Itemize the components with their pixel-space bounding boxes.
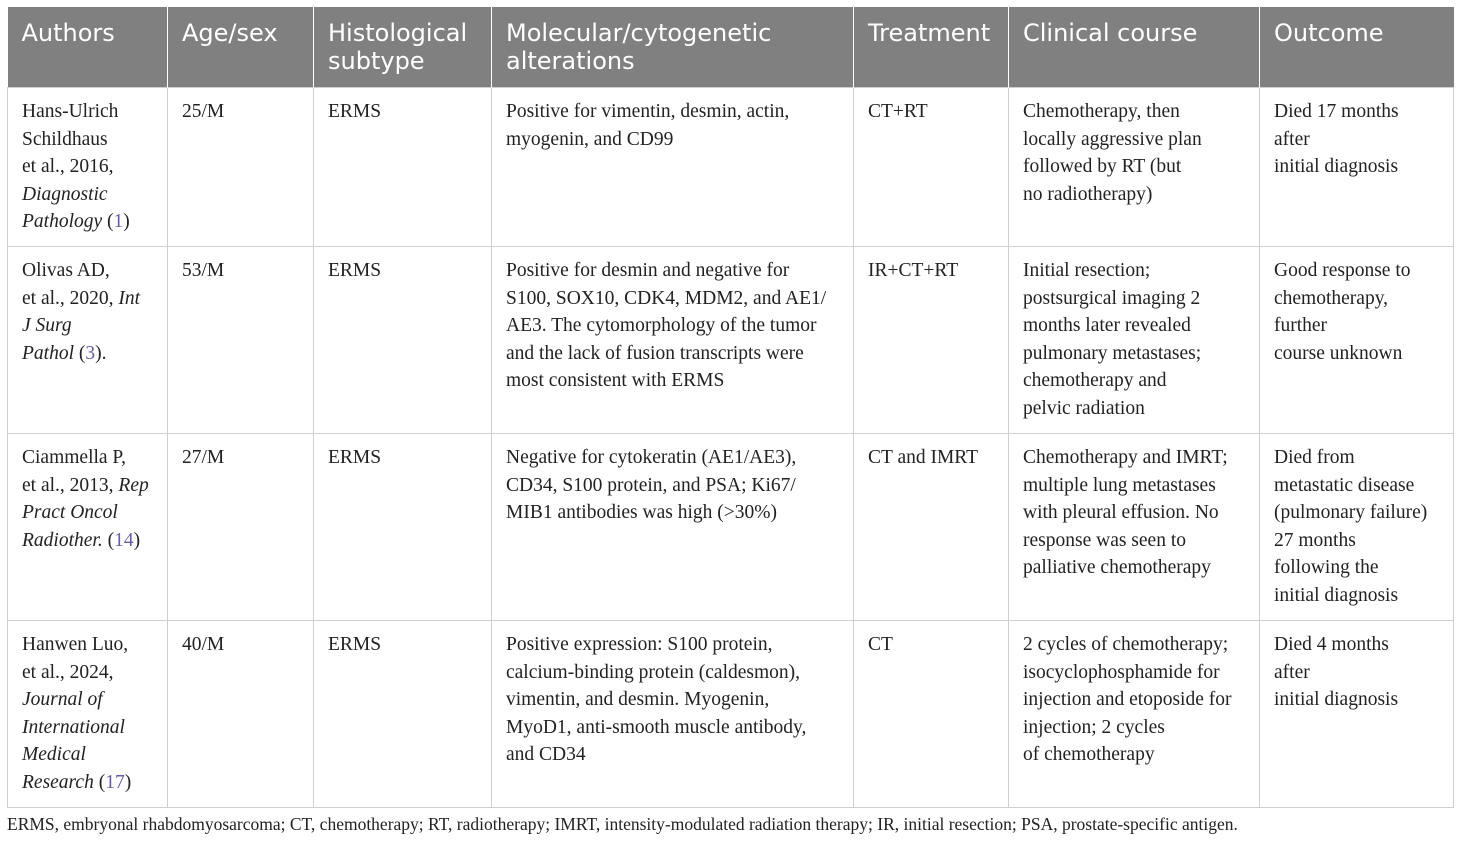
cell-authors: Hans-Ulrich Schildhaus et al., 2016, Diagnostic Pathology (1) <box>8 88 168 247</box>
cell-outcome: Died from metastatic disease (pulmonary failure) 27 months following the initial diagnosis <box>1260 434 1454 621</box>
cell-clinical-course: 2 cycles of chemotherapy; isocyclophosphamide for injection and etoposide for injection; 2 cycles of chemotherapy <box>1009 621 1260 808</box>
table-row <box>8 621 1454 808</box>
cell-authors: Hanwen Luo, et al., 2024, Journal of International Medical Research (17) <box>8 621 168 808</box>
reference-link[interactable]: 14 <box>114 529 134 551</box>
cell-age-sex: 27/M <box>168 434 314 621</box>
cell-treatment: CT <box>854 621 1009 808</box>
cell-outcome: Died 17 months after initial diagnosis <box>1260 88 1454 247</box>
reference-link[interactable]: 1 <box>113 211 124 233</box>
cell-subtype: ERMS <box>314 434 492 621</box>
header-histological-subtype: Histological subtype <box>314 7 492 88</box>
header-treatment: Treatment <box>854 7 1009 88</box>
reference-link[interactable]: 17 <box>105 771 125 793</box>
table-footnote: ERMS, embryonal rhabdomyosarcoma; CT, chemotherapy; RT, radiotherapy; IMRT, intensity-modulated radiation therapy; IR, initial resection; PSA, prostate-specific antigen. <box>7 814 1238 834</box>
header-outcome: Outcome <box>1260 7 1454 88</box>
cell-subtype: ERMS <box>314 247 492 434</box>
header-molecular: Molecular/cytogenetic alterations <box>492 7 854 88</box>
cell-molecular: Positive for vimentin, desmin, actin, myogenin, and CD99 <box>492 88 854 247</box>
header-age-sex: Age/sex <box>168 7 314 88</box>
cell-outcome: Good response to chemotherapy, further course unknown <box>1260 247 1454 434</box>
cell-treatment: CT and IMRT <box>854 434 1009 621</box>
cell-molecular: Positive for desmin and negative for S100, SOX10, CDK4, MDM2, and AE1/ AE3. The cytomorphology of the tumor and the lack of fusion transcripts were most consistent with ERMS <box>492 247 854 434</box>
table-row <box>8 247 1454 434</box>
header-clinical-course: Clinical course <box>1009 7 1260 88</box>
cell-age-sex: 53/M <box>168 247 314 434</box>
cell-subtype: ERMS <box>314 88 492 247</box>
table-header-row <box>8 7 1454 88</box>
table-row <box>8 88 1454 247</box>
reference-link[interactable]: 3 <box>85 342 96 364</box>
table-row <box>8 434 1454 621</box>
cell-subtype: ERMS <box>314 621 492 808</box>
cell-authors: Olivas AD, et al., 2020, Int J Surg Pathol (3). <box>8 247 168 434</box>
cell-clinical-course: Chemotherapy and IMRT; multiple lung metastases with pleural effusion. No response was seen to palliative chemotherapy <box>1009 434 1260 621</box>
cell-age-sex: 25/M <box>168 88 314 247</box>
case-reports-table <box>7 7 1454 808</box>
cell-authors: Ciammella P, et al., 2013, Rep Pract Oncol Radiother. (14) <box>8 434 168 621</box>
cell-outcome: Died 4 months after initial diagnosis <box>1260 621 1454 808</box>
cell-treatment: CT+RT <box>854 88 1009 247</box>
cell-age-sex: 40/M <box>168 621 314 808</box>
cell-treatment: IR+CT+RT <box>854 247 1009 434</box>
cell-clinical-course: Chemotherapy, then locally aggressive plan followed by RT (but no radiotherapy) <box>1009 88 1260 247</box>
table-container <box>7 7 1453 808</box>
cell-molecular: Positive expression: S100 protein, calcium-binding protein (caldesmon), vimentin, and desmin. Myogenin, MyoD1, anti-smooth muscle antibody, and CD34 <box>492 621 854 808</box>
header-authors: Authors <box>8 7 168 88</box>
cell-clinical-course: Initial resection; postsurgical imaging 2 months later revealed pulmonary metastases; chemotherapy and pelvic radiation <box>1009 247 1260 434</box>
cell-molecular: Negative for cytokeratin (AE1/AE3), CD34, S100 protein, and PSA; Ki67/ MIB1 antibodies was high (>30%) <box>492 434 854 621</box>
